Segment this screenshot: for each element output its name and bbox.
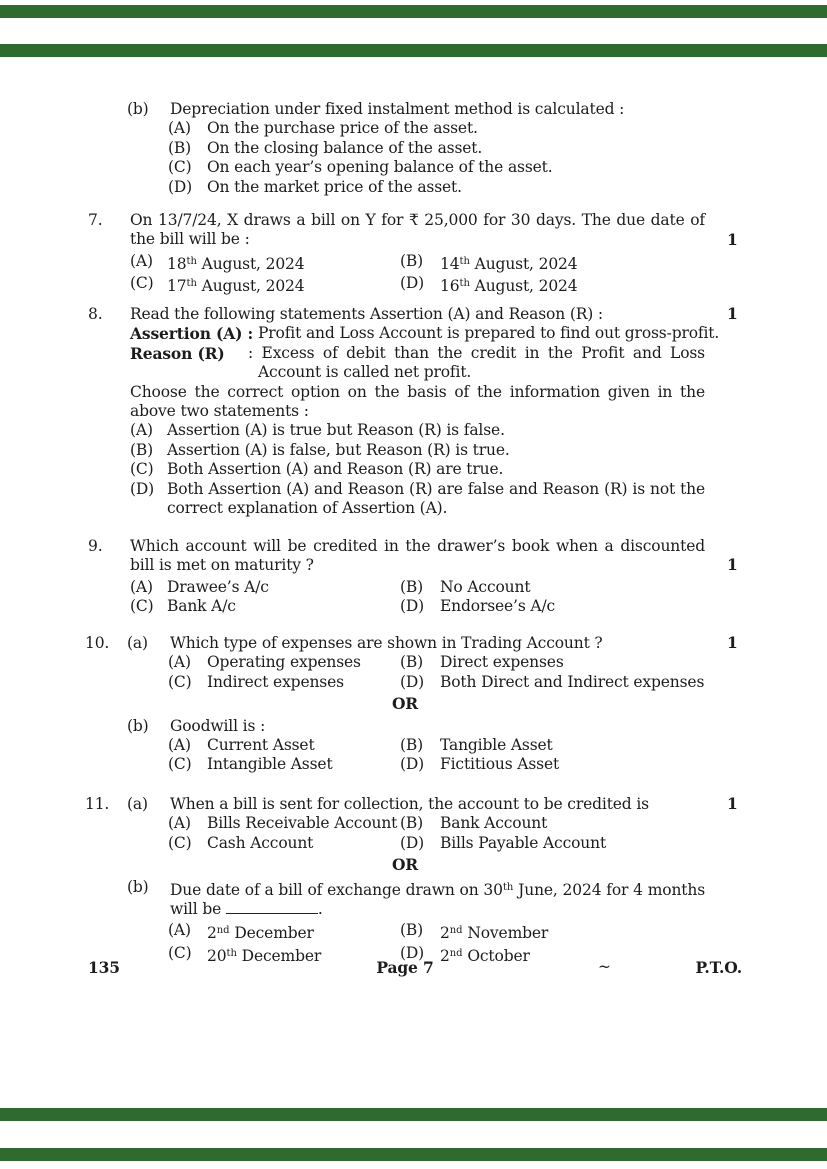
option-text: Bank A/c xyxy=(167,597,236,616)
option-row xyxy=(168,673,827,692)
option-text: 2nd October xyxy=(440,946,530,965)
option-letter: (D) xyxy=(130,479,155,498)
subquestion-label: (a) xyxy=(127,634,148,652)
option-text: Indirect expenses xyxy=(207,672,344,691)
assertion-label: Assertion (A) : xyxy=(130,324,254,344)
ordinal-suffix: th xyxy=(459,255,470,267)
option-letter: (C) xyxy=(130,460,154,479)
option-row xyxy=(130,441,827,460)
question-text: Choose the correct option on the basis of the information given in the xyxy=(130,382,705,401)
option-text: Bank Account xyxy=(440,814,548,833)
option-text: Bills Receivable Account xyxy=(207,814,398,833)
marks-value: 1 xyxy=(727,794,738,813)
option-text: Direct expenses xyxy=(440,653,564,672)
option-letter: (B) xyxy=(400,814,424,833)
or-separator: OR xyxy=(391,694,419,714)
green-bar-bottom-2 xyxy=(0,1148,827,1161)
option-text: 20th December xyxy=(207,946,322,965)
green-bar-bottom-1 xyxy=(0,1108,827,1121)
option-row xyxy=(168,755,827,774)
ordinal-suffix: nd xyxy=(449,947,463,959)
question-11 xyxy=(0,795,827,966)
question-number: 11. xyxy=(85,795,110,813)
option-letter: (A) xyxy=(168,921,191,940)
option-row xyxy=(130,597,827,616)
option-row xyxy=(130,421,827,440)
option-text: On each year’s opening balance of the asset. xyxy=(207,158,553,177)
option-text: 2nd December xyxy=(207,924,314,943)
option-row xyxy=(168,653,827,672)
reason-text: Account is called net profit. xyxy=(258,363,472,382)
ordinal-suffix: nd xyxy=(449,925,463,937)
assertion-text: Profit and Loss Account is prepared to find out gross-profit. xyxy=(258,324,720,343)
marks-value: 1 xyxy=(727,230,738,249)
question-text: Due date of a bill of exchange drawn on 30th June, 2024 for 4 months xyxy=(170,880,705,899)
option-text: Cash Account xyxy=(207,833,314,852)
option-text: Assertion (A) is false, but Reason (R) is true. xyxy=(167,440,510,459)
option-letter: (C) xyxy=(168,833,192,852)
option-text: Intangible Asset xyxy=(207,755,333,774)
option-row xyxy=(130,274,827,296)
question-text: Depreciation under fixed instalment method is calculated : xyxy=(170,100,625,118)
option-letter: (D) xyxy=(400,274,425,293)
option-letter: (D) xyxy=(168,177,193,196)
ordinal-suffix: nd xyxy=(216,925,230,937)
option-text: Operating expenses xyxy=(207,653,361,672)
question-text: above two statements : xyxy=(130,402,309,421)
option-letter: (C) xyxy=(168,943,192,962)
option-letter: (A) xyxy=(130,421,153,440)
option-text: Fictitious Asset xyxy=(440,755,560,774)
question-number: 7. xyxy=(88,211,103,229)
subquestion-label: (b) xyxy=(127,877,149,896)
subquestion-label: (a) xyxy=(127,795,148,813)
question-text: On 13/7/24, X draws a bill on Y for ₹ 25,000 for 30 days. The due date of xyxy=(130,211,705,229)
subquestion-label: (b) xyxy=(127,100,149,118)
question-text: Which account will be credited in the drawer’s book when a discounted xyxy=(130,537,705,555)
option-text: On the market price of the asset. xyxy=(207,177,462,196)
option-letter: (A) xyxy=(168,119,191,138)
question-number: 9. xyxy=(88,537,103,555)
fill-in-blank xyxy=(226,900,318,914)
option-letter: (D) xyxy=(400,833,425,852)
reason-text: : Excess of debit than the credit in the Profit and Loss xyxy=(248,343,705,362)
option-text: Assertion (A) is true but Reason (R) is false. xyxy=(167,421,505,440)
tilde-mark: ~ xyxy=(598,958,611,976)
option-letter: (C) xyxy=(168,672,192,691)
option-letter: (A) xyxy=(168,736,191,755)
option-letter: (A) xyxy=(130,251,153,270)
option-row xyxy=(168,178,827,197)
option-row xyxy=(130,460,827,479)
option-letter: (A) xyxy=(168,653,191,672)
question-number: 8. xyxy=(88,305,103,323)
green-bar-top-2 xyxy=(0,44,827,57)
option-letter: (C) xyxy=(130,274,154,293)
or-separator: OR xyxy=(391,855,419,875)
question-text: the bill will be : xyxy=(130,230,250,249)
question-text: Read the following statements Assertion (A) and Reason (R) : xyxy=(130,305,603,323)
option-text: Drawee’s A/c xyxy=(167,577,269,596)
option-row xyxy=(130,480,827,519)
option-letter: (C) xyxy=(168,158,192,177)
option-letter: (B) xyxy=(130,440,154,459)
page-number: Page 7 xyxy=(376,958,434,977)
option-letter: (B) xyxy=(400,251,424,270)
marks-value: 1 xyxy=(727,304,738,323)
reason-label: Reason (R) xyxy=(130,343,225,363)
option-letter: (D) xyxy=(400,597,425,616)
marks-value: 1 xyxy=(727,555,738,574)
option-text: Bills Payable Account xyxy=(440,833,607,852)
question-7 xyxy=(0,211,827,297)
ordinal-suffix: th xyxy=(226,947,237,959)
ordinal-suffix: th xyxy=(186,255,197,267)
option-text: No Account xyxy=(440,577,531,596)
ordinal-suffix: th xyxy=(502,881,514,893)
paper-code: 135 xyxy=(88,958,120,977)
ordinal-suffix: th xyxy=(186,278,197,290)
assertion-row xyxy=(130,324,720,344)
option-row xyxy=(168,158,827,177)
reason-row xyxy=(130,344,705,383)
option-text: 18th August, 2024 xyxy=(167,254,305,273)
question-10 xyxy=(0,634,827,775)
option-text: correct explanation of Assertion (A). xyxy=(167,499,448,518)
option-row xyxy=(168,834,827,853)
option-text: Both Assertion (A) and Reason (R) are false and Reason (R) is not the xyxy=(167,479,705,498)
ordinal-suffix: th xyxy=(459,278,470,290)
option-letter: (A) xyxy=(130,577,153,596)
option-letter: (C) xyxy=(168,755,192,774)
question-9 xyxy=(0,537,827,617)
option-text: 16th August, 2024 xyxy=(440,277,578,296)
question-8 xyxy=(0,305,827,518)
green-bar-top-1 xyxy=(0,5,827,18)
option-letter: (B) xyxy=(168,138,192,157)
question-text: will be . xyxy=(170,900,323,919)
question-text: Goodwill is : xyxy=(170,716,266,735)
option-letter: (B) xyxy=(400,736,424,755)
option-letter: (A) xyxy=(168,814,191,833)
option-letter: (D) xyxy=(400,755,425,774)
option-text: 14th August, 2024 xyxy=(440,254,578,273)
option-row xyxy=(168,814,827,833)
option-text: Endorsee’s A/c xyxy=(440,597,556,616)
pto-label: P.T.O. xyxy=(695,958,742,977)
option-text: Current Asset xyxy=(207,736,315,755)
option-row xyxy=(168,119,827,138)
question-6b xyxy=(0,100,827,197)
option-text: Both Direct and Indirect expenses xyxy=(440,672,705,691)
option-letter: (B) xyxy=(400,921,424,940)
option-row xyxy=(130,578,827,597)
question-text: bill is met on maturity ? xyxy=(130,556,314,575)
option-text: On the purchase price of the asset. xyxy=(207,119,478,138)
question-text: Which type of expenses are shown in Trading Account ? xyxy=(170,634,603,652)
option-row xyxy=(168,921,827,943)
option-row xyxy=(130,252,827,274)
option-letter: (B) xyxy=(400,653,424,672)
option-text: Both Assertion (A) and Reason (R) are true. xyxy=(167,460,504,479)
option-letter: (B) xyxy=(400,577,424,596)
option-row xyxy=(168,736,827,755)
question-text: When a bill is sent for collection, the account to be credited is xyxy=(170,795,649,813)
option-text: Tangible Asset xyxy=(440,736,553,755)
option-text: 2nd November xyxy=(440,924,549,943)
option-letter: (D) xyxy=(400,672,425,691)
option-letter: (D) xyxy=(400,943,425,962)
marks-value: 1 xyxy=(727,633,738,652)
option-text: On the closing balance of the asset. xyxy=(207,138,483,157)
subquestion-label: (b) xyxy=(127,716,149,735)
question-number: 10. xyxy=(85,634,110,652)
option-letter: (C) xyxy=(130,597,154,616)
option-text: 17th August, 2024 xyxy=(167,277,305,296)
option-row xyxy=(168,139,827,158)
